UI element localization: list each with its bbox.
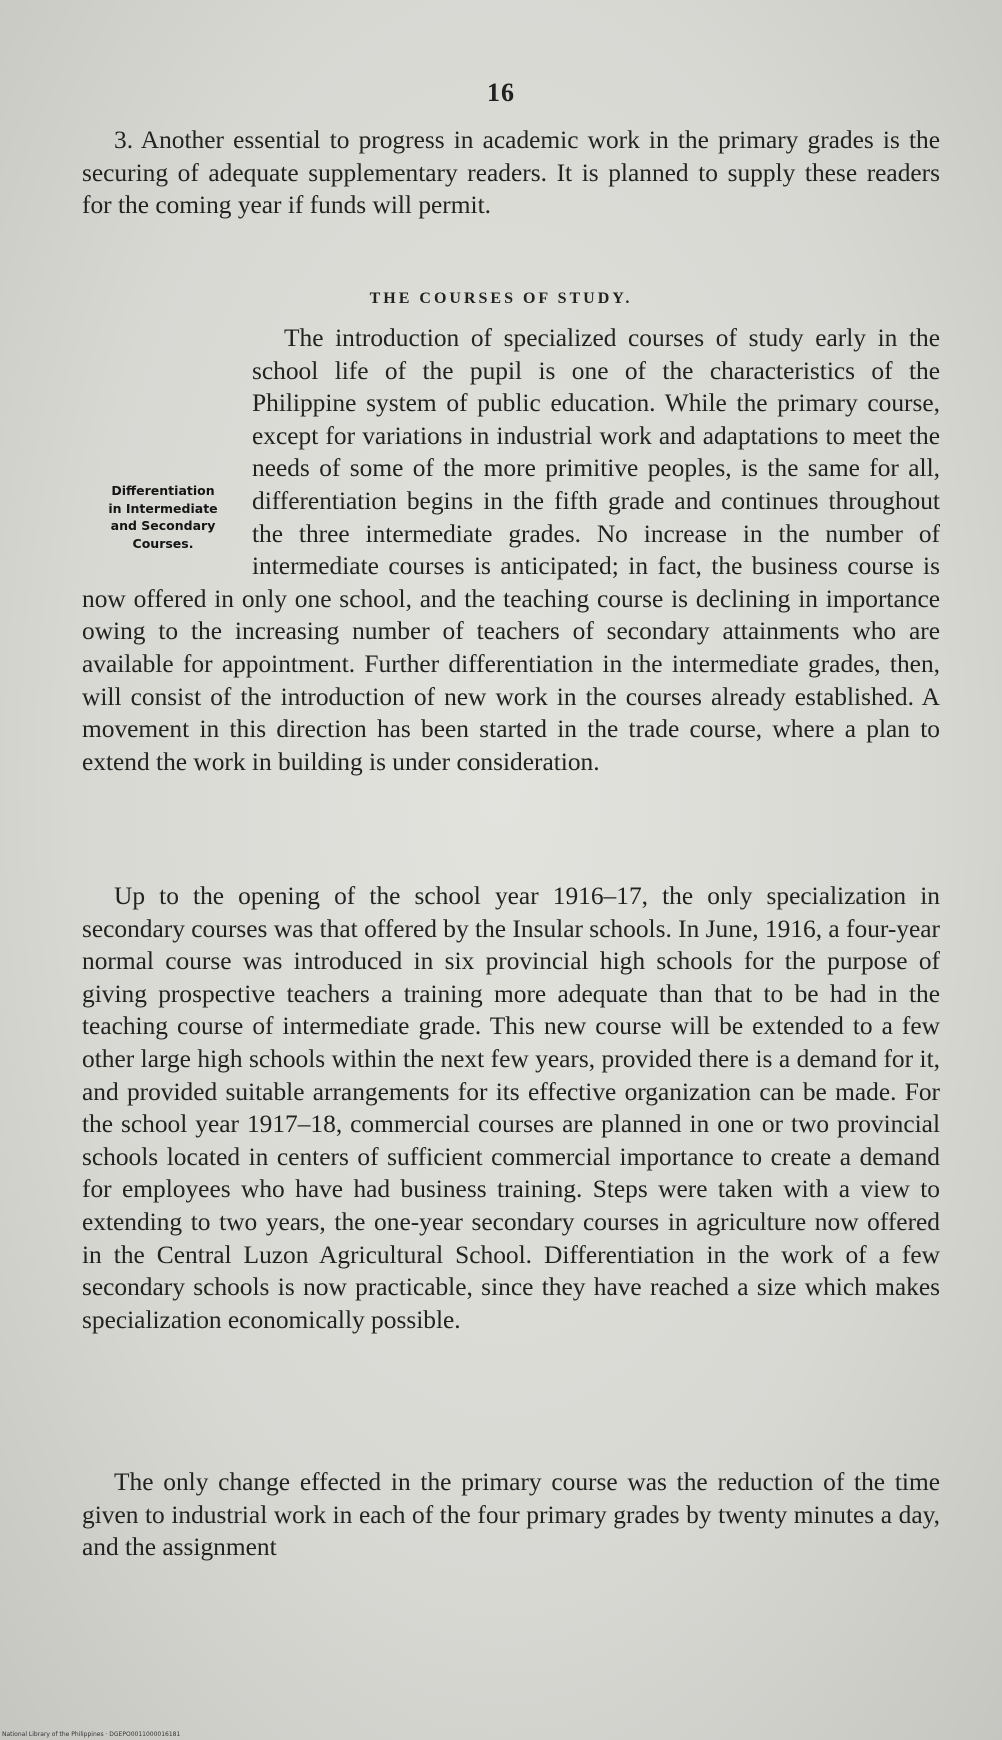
sidenote-line: in Intermediate <box>108 500 218 516</box>
paragraph-secondary-courses <box>82 880 940 1336</box>
margin-sidenote <box>82 482 244 578</box>
paragraph-text: Up to the opening of the school year 1916–17, the only specialization in secondary courses was that offered by the Insular schools. In June, 1916, a four-year normal course was introduced in six provincial high schools for the purpose of giving prospective teachers a training more adequate than that to be had in the teaching course of intermediate grade. This new course will be extended to a few other large high schools within the next few years, provided there is a demand for it, and provided suitable arrangements for its effective organization can be made. For the school year 1917–18, commercial courses are planned in one or two provincial schools located in centers of sufficient commercial importance to create a demand for employees who have had business training. Steps were taken with a view to extending to two years, the one-year secondary courses in agriculture now offered in the Central Luzon Agricultural School. Differentiation in the work of a few secondary schools is now practicable, since they have reached a size which makes specialization economically possible. <box>82 882 940 1334</box>
sidenote-line: Courses. <box>132 535 194 551</box>
sidenote-line: Differentiation <box>111 483 215 498</box>
paragraph-text: The only change effected in the primary course was the reduction of the time given to industrial work in each of the four primary grades by twenty minutes a day, and the assignment <box>82 1468 940 1562</box>
paragraph-supplementary-readers <box>82 124 940 222</box>
paragraph-primary-course <box>82 1466 940 1564</box>
paragraph-text: The introduction of specialized courses of study early in the school life of the pupil is one of the characteristics of the Philippine system of public education. While the primary course, except for variations in industrial work and adaptations to meet the needs of some of the more primitive peoples, is the same for all, differentiation begins in the fifth grade and continues throughout the three intermediate grades. No increase in the number of intermediate courses is anticipated; in fact, the business course is now offered in only one school, and the teaching course is declining in importance owing to the increasing number of teachers of secondary attainments who are available for appointment. Further differentiation in the intermediate grades, then, will consist of the introduction of new work in the courses already established. A movement in this direction has been started in the trade course, where a plan to extend the work in building is under consideration. <box>82 324 940 776</box>
page-number: 16 <box>487 78 515 107</box>
paragraph-text: 3. Another essential to progress in academic work in the primary grades is the securing of adequate supplementary readers. It is planned to supply these readers for the coming year if funds will permit. <box>82 126 940 220</box>
paragraph-specialized-courses <box>82 322 940 778</box>
section-heading: THE COURSES OF STUDY. <box>369 290 633 307</box>
sidenote-line: and Secondary <box>110 518 216 533</box>
footer-credit: National Library of the Philippines · DGEPO0011000016181 <box>2 1731 181 1738</box>
